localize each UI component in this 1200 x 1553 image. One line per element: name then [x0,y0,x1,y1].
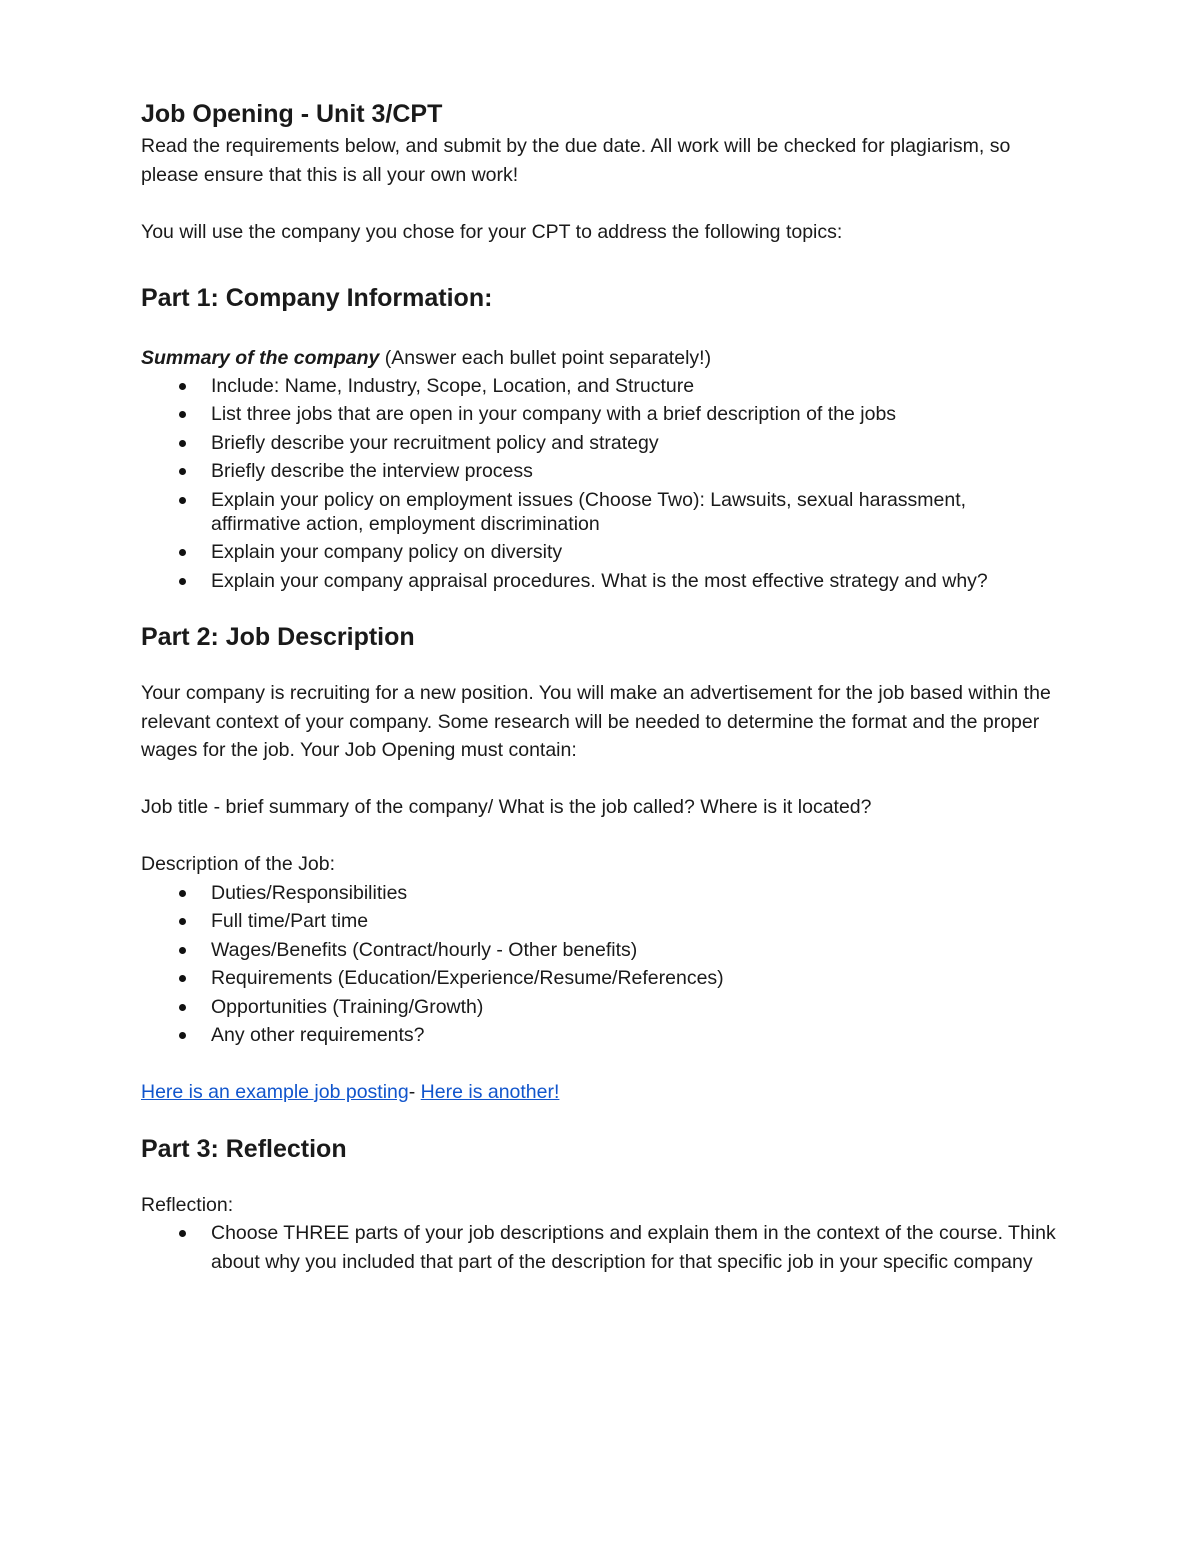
part2-heading: Part 2: Job Description [141,623,415,651]
part2-paragraph: Your company is recruiting for a new position. You will make an advertisement for the job based within the relevant context of your company. Some research will be needed to determine the format and the proper wages for the job. Your Job Opening must contain: [141,682,1051,761]
part1-bullet-list [141,374,1061,593]
document-page [141,96,1061,1276]
list-item: Include: Name, Industry, Scope, Location, and Structure [141,374,1061,398]
link-separator: - [408,1081,421,1103]
another-example-link[interactable]: Here is another! [420,1081,560,1103]
intro-instructions: Read the requirements below, and submit by the due date. All work will be checked for plagiarism, so please ensure that this is all your own work! [141,135,1011,186]
document-title: Job Opening - Unit 3/CPT [141,100,443,128]
list-item: Briefly describe your recruitment policy and strategy [141,431,1061,455]
list-item: Opportunities (Training/Growth) [141,993,1061,1022]
description-label: Description of the Job: [141,853,336,875]
list-item: Briefly describe the interview process [141,459,1061,483]
list-item: Requirements (Education/Experience/Resume/References) [141,964,1061,993]
job-title-line: Job title - brief summary of the company/ What is the job called? Where is it located? [141,796,872,818]
part3-heading: Part 3: Reflection [141,1134,347,1163]
example-job-posting-link[interactable]: Here is an example job posting [141,1081,409,1103]
part1-summary-note: (Answer each bullet point separately!) [379,347,712,369]
list-item: List three jobs that are open in your company with a brief description of the jobs [141,402,1061,426]
part2-bullet-list [141,879,1061,1050]
list-item: Choose THREE parts of your job descriptions and explain them in the context of the course. Think about why you included that part of the description for that specific job in your specific company [141,1219,1061,1276]
example-links-line [141,1078,1061,1107]
list-item: Wages/Benefits (Contract/hourly - Other benefits) [141,936,1061,965]
part1-summary-line [141,344,1061,373]
list-item: Any other requirements? [141,1021,1061,1050]
part3-bullet-list [141,1219,1061,1276]
reflection-label: Reflection: [141,1193,234,1216]
part1-summary-bold: Summary of the company [141,347,380,369]
list-item: Duties/Responsibilities [141,879,1061,908]
list-item: Explain your company policy on diversity [141,540,1061,564]
intro-topics: You will use the company you chose for your CPT to address the following topics: [141,220,843,243]
list-item: Explain your policy on employment issues (Choose Two): Lawsuits, sexual harassment, affirmative action, employment discrimination [141,488,1061,536]
part1-heading: Part 1: Company Information: [141,284,493,312]
list-item: Full time/Part time [141,907,1061,936]
list-item: Explain your company appraisal procedures. What is the most effective strategy and why? [141,569,1061,593]
